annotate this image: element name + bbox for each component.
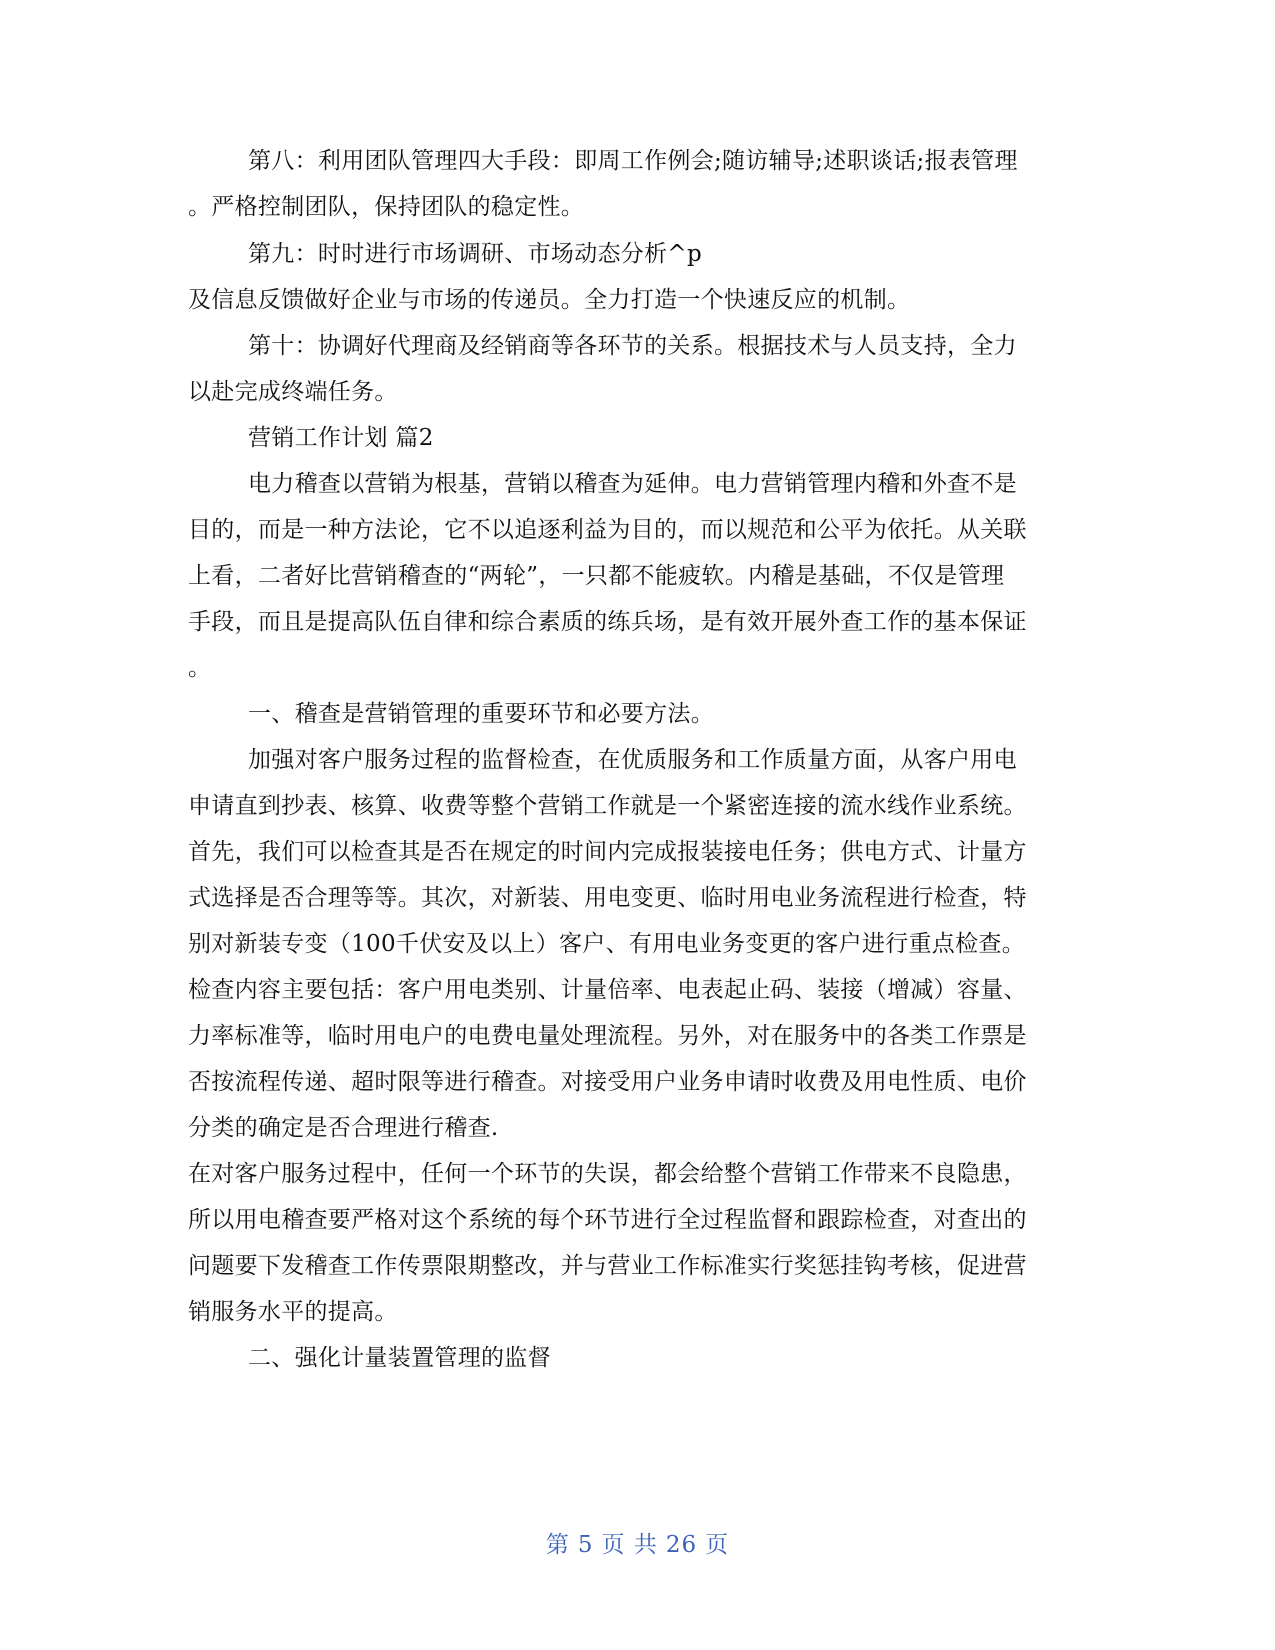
text-line: 。严格控制团队，保持团队的稳定性。 (188, 194, 585, 220)
footer-middle: 页 共 (601, 1532, 658, 1558)
text-line: 销服务水平的提高。 (188, 1299, 398, 1325)
text-line: 及信息反馈做好企业与市场的传递员。全力打造一个快速反应的机制。 (188, 287, 911, 313)
text-line: 第十：协调好代理商及经销商等各环节的关系。根据技术与人员支持，全力 (248, 333, 1017, 359)
text-line: 第八：利用团队管理四大手段：即周工作例会;随访辅导;述职谈话;报表管理 (248, 148, 1018, 174)
text-line: 以赴完成终端任务。 (188, 379, 398, 405)
text-line: 问题要下发稽查工作传票限期整改，并与营业工作标准实行奖惩挂钩考核，促进营 (188, 1253, 1027, 1279)
text-line: 在对客户服务过程中，任何一个环节的失误，都会给整个营销工作带来不良隐患， (188, 1161, 1027, 1187)
page-footer (0, 1530, 1275, 1560)
text-line: 上看，二者好比营销稽查的“两轮”，一只都不能疲软。内稽是基础，不仅是管理 (188, 563, 1005, 589)
text-line: 申请直到抄表、核算、收费等整个营销工作就是一个紧密连接的流水线作业系统。 (188, 793, 1027, 819)
text-line: 第九：时时进行市场调研、市场动态分析^p (248, 241, 702, 267)
text-line: 别对新装专变（100千伏安及以上）客户、有用电业务变更的客户进行重点检查。 (188, 931, 1025, 957)
text-line: 分类的确定是否合理进行稽查. (188, 1115, 499, 1141)
text-line: 。 (188, 655, 212, 681)
text-line: 所以用电稽查要严格对这个系统的每个环节进行全过程监督和跟踪检查，对查出的 (188, 1207, 1027, 1233)
section-heading: 一、稽查是营销管理的重要环节和必要方法。 (248, 701, 714, 727)
total-page-count: 26 (665, 1532, 698, 1558)
text-line: 检查内容主要包括：客户用电类别、计量倍率、电表起止码、装接（增减）容量、 (188, 977, 1027, 1003)
text-line: 力率标准等，临时用电户的电费电量处理流程。另外，对在服务中的各类工作票是 (188, 1023, 1027, 1049)
section-heading: 二、强化计量装置管理的监督 (248, 1345, 551, 1371)
footer-prefix: 第 (545, 1532, 570, 1558)
text-line: 目的，而是一种方法论，它不以追逐利益为目的，而以规范和公平为依托。从关联 (188, 517, 1027, 543)
text-line: 手段，而且是提高队伍自律和综合素质的练兵场，是有效开展外查工作的基本保证 (188, 609, 1027, 635)
text-line: 加强对客户服务过程的监督检查，在优质服务和工作质量方面，从客户用电 (248, 747, 1017, 773)
section-heading: 营销工作计划 篇2 (248, 425, 434, 451)
text-line: 首先，我们可以检查其是否在规定的时间内完成报装接电任务；供电方式、计量方 (188, 839, 1027, 865)
text-line: 否按流程传递、超时限等进行稽查。对接受用户业务申请时收费及用电性质、电价 (188, 1069, 1027, 1095)
current-page-number: 5 (577, 1532, 594, 1558)
text-line: 式选择是否合理等等。其次，对新装、用电变更、临时用电业务流程进行检查，特 (188, 885, 1027, 911)
footer-suffix: 页 (705, 1532, 730, 1558)
text-line: 电力稽查以营销为根基，营销以稽查为延伸。电力营销管理内稽和外查不是 (248, 471, 1017, 497)
